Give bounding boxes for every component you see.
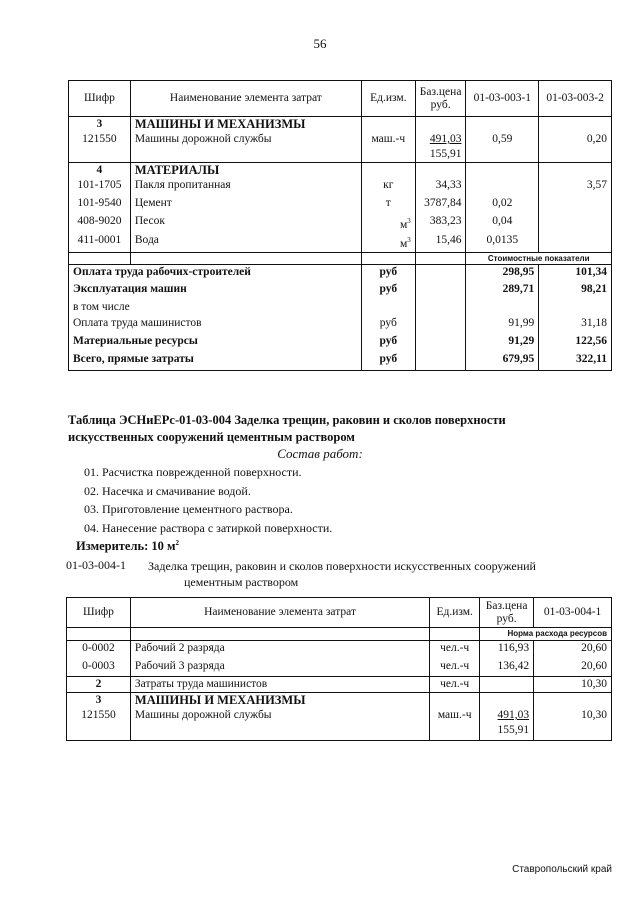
- resource-name: Рабочий 3 разряда: [130, 659, 429, 677]
- resource-price: 34,33: [415, 178, 466, 196]
- section-number: 4: [69, 163, 131, 179]
- header-name: Наименование элемента затрат: [130, 81, 361, 117]
- resource-code: 121550: [67, 708, 131, 740]
- resource-code: 0-0002: [67, 641, 131, 659]
- header-col-1: 01-03-004-1: [534, 598, 612, 628]
- summary-value: 91,29: [466, 334, 539, 352]
- summary-unit: руб: [361, 264, 415, 282]
- price-value: 155,91: [497, 724, 530, 736]
- resource-price: 15,46: [415, 233, 466, 252]
- price-value: 491,03: [429, 133, 462, 145]
- summary-name: Всего, прямые затраты: [69, 352, 362, 370]
- summary-value: 91,99: [466, 316, 539, 334]
- meter: [76, 539, 179, 554]
- unit-text: м: [400, 218, 408, 231]
- summary-value: 298,95: [466, 264, 539, 282]
- summary-value: 31,18: [539, 316, 612, 334]
- resource-unit: [361, 214, 415, 233]
- resource-code: 101-9540: [69, 196, 131, 214]
- norm-value: [539, 196, 612, 214]
- resource-unit: маш.-ч: [361, 132, 415, 163]
- resource-table-2: [66, 597, 612, 741]
- resource-name: Затраты труда машинистов: [130, 677, 429, 693]
- resource-unit: чел.-ч: [430, 641, 480, 659]
- header-name: Наименование элемента затрат: [130, 598, 429, 628]
- section-number: 3: [69, 117, 131, 133]
- step-item: 02. Насечка и смачивание водой.: [84, 484, 251, 498]
- unit-superscript: 3: [407, 235, 411, 244]
- item-description-line: Заделка трещин, раковин и сколов поверхности искусственных сооружений: [148, 559, 536, 573]
- norm-value: [539, 233, 612, 252]
- price-value: 491,03: [497, 709, 530, 721]
- section-number: 3: [67, 693, 131, 709]
- resource-price: 116,93: [480, 641, 534, 659]
- norm-value: 10,30: [534, 677, 612, 693]
- section-title: МАШИНЫ И МЕХАНИЗМЫ: [130, 693, 429, 709]
- resource-name: Машины дорожной службы: [130, 708, 429, 740]
- summary-unit: руб: [361, 282, 415, 300]
- norm-value: 20,60: [534, 659, 612, 677]
- section-title: МАТЕРИАЛЫ: [130, 163, 361, 179]
- summary-value: 122,56: [539, 334, 612, 352]
- price-value: 155,91: [429, 148, 462, 160]
- meter-text: Измеритель: 10 м: [76, 539, 176, 554]
- resource-unit: т: [361, 196, 415, 214]
- table-title: [68, 412, 608, 446]
- resource-price: 3787,84: [415, 196, 466, 214]
- table-title-line: искусственных сооружений цементным раствором: [68, 430, 355, 444]
- table-title-line: Таблица ЭСНиЕРс-01-03-004 Заделка трещин, раковин и сколов поверхности: [68, 413, 506, 427]
- summary-name: Материальные ресурсы: [69, 334, 362, 352]
- resource-table-1: [68, 80, 612, 371]
- header-price: Баз.цена руб.: [415, 81, 466, 117]
- resource-name: Рабочий 2 разряда: [130, 641, 429, 659]
- header-code: Шифр: [67, 598, 131, 628]
- page-number: 56: [313, 36, 327, 51]
- summary-unit: руб: [361, 352, 415, 370]
- composition-heading: Состав работ:: [277, 446, 363, 461]
- summary-unit: руб: [361, 334, 415, 352]
- summary-value: 98,21: [539, 282, 612, 300]
- resource-name: Вода: [130, 233, 361, 252]
- header-price: Баз.цена руб.: [480, 598, 534, 628]
- header-code: Шифр: [69, 81, 131, 117]
- resource-name: Машины дорожной службы: [130, 132, 361, 163]
- norm-value: [466, 178, 539, 196]
- item-description: [148, 558, 618, 590]
- meter-superscript: 2: [175, 539, 180, 547]
- norm-value: 0,0135: [466, 233, 539, 252]
- section-number: 2: [67, 677, 131, 693]
- resource-name: Пакля пропитанная: [130, 178, 361, 196]
- norm-value: 3,57: [539, 178, 612, 196]
- step-item: 04. Нанесение раствора с затиркой поверхности.: [84, 521, 333, 535]
- cost-indicators-label: Стоимостные показатели: [466, 252, 612, 264]
- summary-value: 679,95: [466, 352, 539, 370]
- footer-region: Ставропольский край: [512, 864, 612, 875]
- norm-value: 10,30: [534, 708, 612, 740]
- norm-value: 20,60: [534, 641, 612, 659]
- norm-value: [539, 214, 612, 233]
- header-col-2: 01-03-003-2: [539, 81, 612, 117]
- resource-code: 101-1705: [69, 178, 131, 196]
- resource-unit: [361, 233, 415, 252]
- step-item: 03. Приготовление цементного раствора.: [84, 502, 293, 516]
- summary-value: 322,11: [539, 352, 612, 370]
- resource-code: 411-0001: [69, 233, 131, 252]
- summary-value: 289,71: [466, 282, 539, 300]
- norm-value: 0,04: [466, 214, 539, 233]
- norm-value: 0,59: [466, 132, 539, 163]
- item-description-line: цементным раствором: [184, 575, 299, 589]
- summary-name: Эксплуатация машин: [69, 282, 362, 300]
- resource-unit: кг: [361, 178, 415, 196]
- resource-price: 136,42: [480, 659, 534, 677]
- summary-name: Оплата труда рабочих-строителей: [69, 264, 362, 282]
- resource-name: Цемент: [130, 196, 361, 214]
- summary-name: Оплата труда машинистов: [69, 316, 362, 334]
- resource-price: [415, 132, 466, 163]
- norm-label: Норма расхода ресурсов: [480, 628, 612, 641]
- resource-unit: чел.-ч: [430, 677, 480, 693]
- resource-name: Песок: [130, 214, 361, 233]
- resource-price: 383,23: [415, 214, 466, 233]
- resource-price: [480, 708, 534, 740]
- summary-name: в том числе: [69, 300, 362, 316]
- item-code: 01-03-004-1: [66, 558, 126, 572]
- resource-unit: маш.-ч: [430, 708, 480, 740]
- section-title: МАШИНЫ И МЕХАНИЗМЫ: [130, 117, 361, 133]
- norm-value: 0,20: [539, 132, 612, 163]
- resource-code: 408-9020: [69, 214, 131, 233]
- unit-superscript: 3: [407, 217, 411, 225]
- step-item: 01. Расчистка поврежденной поверхности.: [84, 465, 302, 479]
- header-col-1: 01-03-003-1: [466, 81, 539, 117]
- summary-value: 101,34: [539, 264, 612, 282]
- resource-unit: чел.-ч: [430, 659, 480, 677]
- header-unit: Ед.изм.: [430, 598, 480, 628]
- resource-code: 121550: [69, 132, 131, 163]
- summary-unit: руб: [361, 316, 415, 334]
- resource-code: 0-0003: [67, 659, 131, 677]
- norm-value: 0,02: [466, 196, 539, 214]
- unit-text: м: [400, 237, 408, 250]
- header-unit: Ед.изм.: [361, 81, 415, 117]
